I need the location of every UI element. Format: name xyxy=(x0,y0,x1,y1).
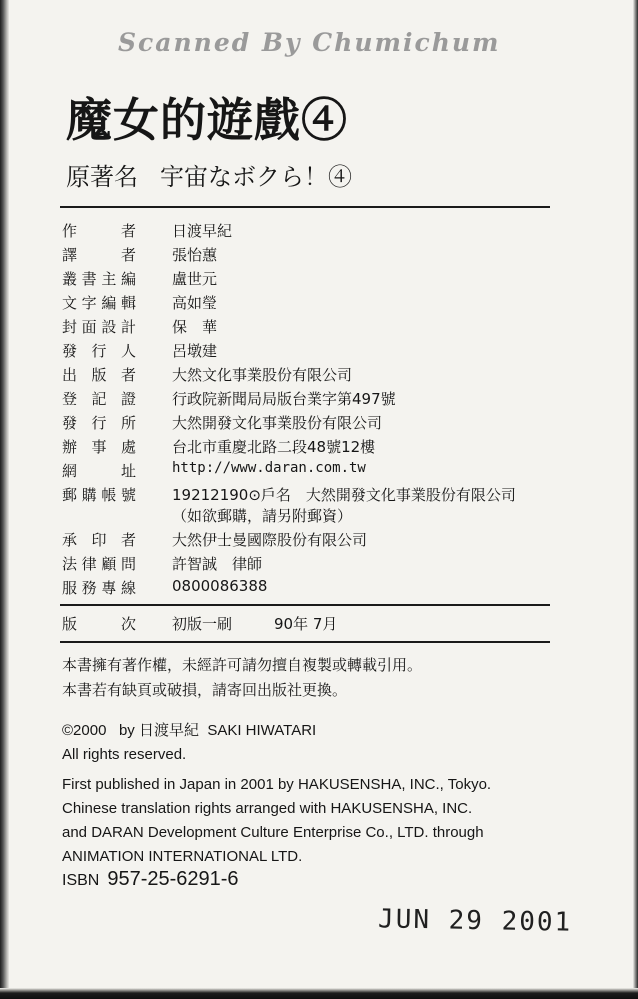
info-value: 大然文化事業股份有限公司 xyxy=(172,366,353,384)
isbn-label: ISBN xyxy=(62,872,100,889)
rights-line: All rights reserved. xyxy=(62,746,187,763)
info-label: 作 者 xyxy=(62,222,136,240)
rights-line: ANIMATION INTERNATIONAL LTD. xyxy=(62,848,303,865)
info-value: 保 華 xyxy=(172,318,218,336)
copyright-author-zh: 日渡早紀 xyxy=(138,721,199,739)
info-label: 網 址 xyxy=(62,462,136,480)
info-label: 服 務 專 線 xyxy=(62,579,136,597)
original-title-label: 原著名 xyxy=(66,163,138,191)
copyright-line xyxy=(62,719,316,741)
divider-bottom xyxy=(60,641,550,643)
info-value: （如欲郵購，請另附郵資） xyxy=(172,507,353,525)
copyright-author-en: SAKI HIWATARI xyxy=(207,722,317,739)
info-value: 日渡早紀 xyxy=(172,222,233,240)
info-label: 郵 購 帳 號 xyxy=(62,486,136,504)
info-label: 封 面 設 計 xyxy=(62,318,136,336)
info-label: 譯 者 xyxy=(62,246,136,264)
page-edge-shadow xyxy=(633,0,638,999)
info-label: 出 版 者 xyxy=(62,366,136,384)
info-value: 高如瑩 xyxy=(172,294,218,312)
info-label: 承 印 者 xyxy=(62,531,136,549)
edition-label: 版 次 xyxy=(62,615,136,633)
edition-value: 初版一刷 xyxy=(172,615,233,633)
rights-line: First published in Japan in 2001 by HAKUSENSHA, INC., Tokyo. xyxy=(62,776,492,793)
copyright-year: ©2000 xyxy=(62,722,107,739)
info-value: 台北市重慶北路二段48號12樓 xyxy=(172,438,376,456)
bottom-edge-shadow xyxy=(0,988,638,999)
date-stamp: JUN 29 2001 xyxy=(377,904,573,938)
info-label: 法 律 顧 問 xyxy=(62,555,136,573)
notice-copyright: 本書擁有著作權，未經許可請勿擅自複製或轉載引用。 xyxy=(62,656,423,674)
original-title-value: 宇宙なボクら！④ xyxy=(160,163,352,191)
info-value: 呂墩建 xyxy=(172,342,218,360)
info-value: 張怡蕙 xyxy=(172,246,218,264)
info-value: 盧世元 xyxy=(172,270,218,288)
info-value: 許智誠 律師 xyxy=(172,555,263,573)
divider-middle xyxy=(60,604,550,606)
info-label: 發 行 人 xyxy=(62,342,136,360)
isbn-value: 957-25-6291-6 xyxy=(107,868,239,890)
book-title: 魔女的遊戲④ xyxy=(66,93,348,147)
info-value: 行政院新聞局局版台業字第497號 xyxy=(172,390,396,408)
info-label: 叢 書 主 編 xyxy=(62,270,136,288)
info-label: 登 記 證 xyxy=(62,390,136,408)
info-label: 文 字 編 輯 xyxy=(62,294,136,312)
original-title xyxy=(66,157,352,191)
copyright-by: by xyxy=(118,722,135,739)
book-spine-shadow xyxy=(0,0,9,999)
divider-top xyxy=(60,206,550,208)
info-value: http://www.daran.com.tw xyxy=(172,460,366,476)
notice-return: 本書若有缺頁或破損，請寄回出版社更換。 xyxy=(62,681,348,699)
info-label: 發 行 所 xyxy=(62,414,136,432)
info-value: 0800086388 xyxy=(172,577,268,595)
info-value: 19212190⊙戶名 大然開發文化事業股份有限公司 xyxy=(172,486,516,504)
edition-date: 90年 7月 xyxy=(274,615,338,633)
scan-credit: Scanned By Chumichum xyxy=(118,28,501,57)
rights-line: and DARAN Development Culture Enterprise Co., LTD. through xyxy=(62,824,484,841)
info-value: 大然開發文化事業股份有限公司 xyxy=(172,414,383,432)
isbn xyxy=(62,868,239,894)
info-value: 大然伊士曼國際股份有限公司 xyxy=(172,531,368,549)
rights-line: Chinese translation rights arranged with HAKUSENSHA, INC. xyxy=(62,800,473,817)
info-label: 辦 事 處 xyxy=(62,438,136,456)
